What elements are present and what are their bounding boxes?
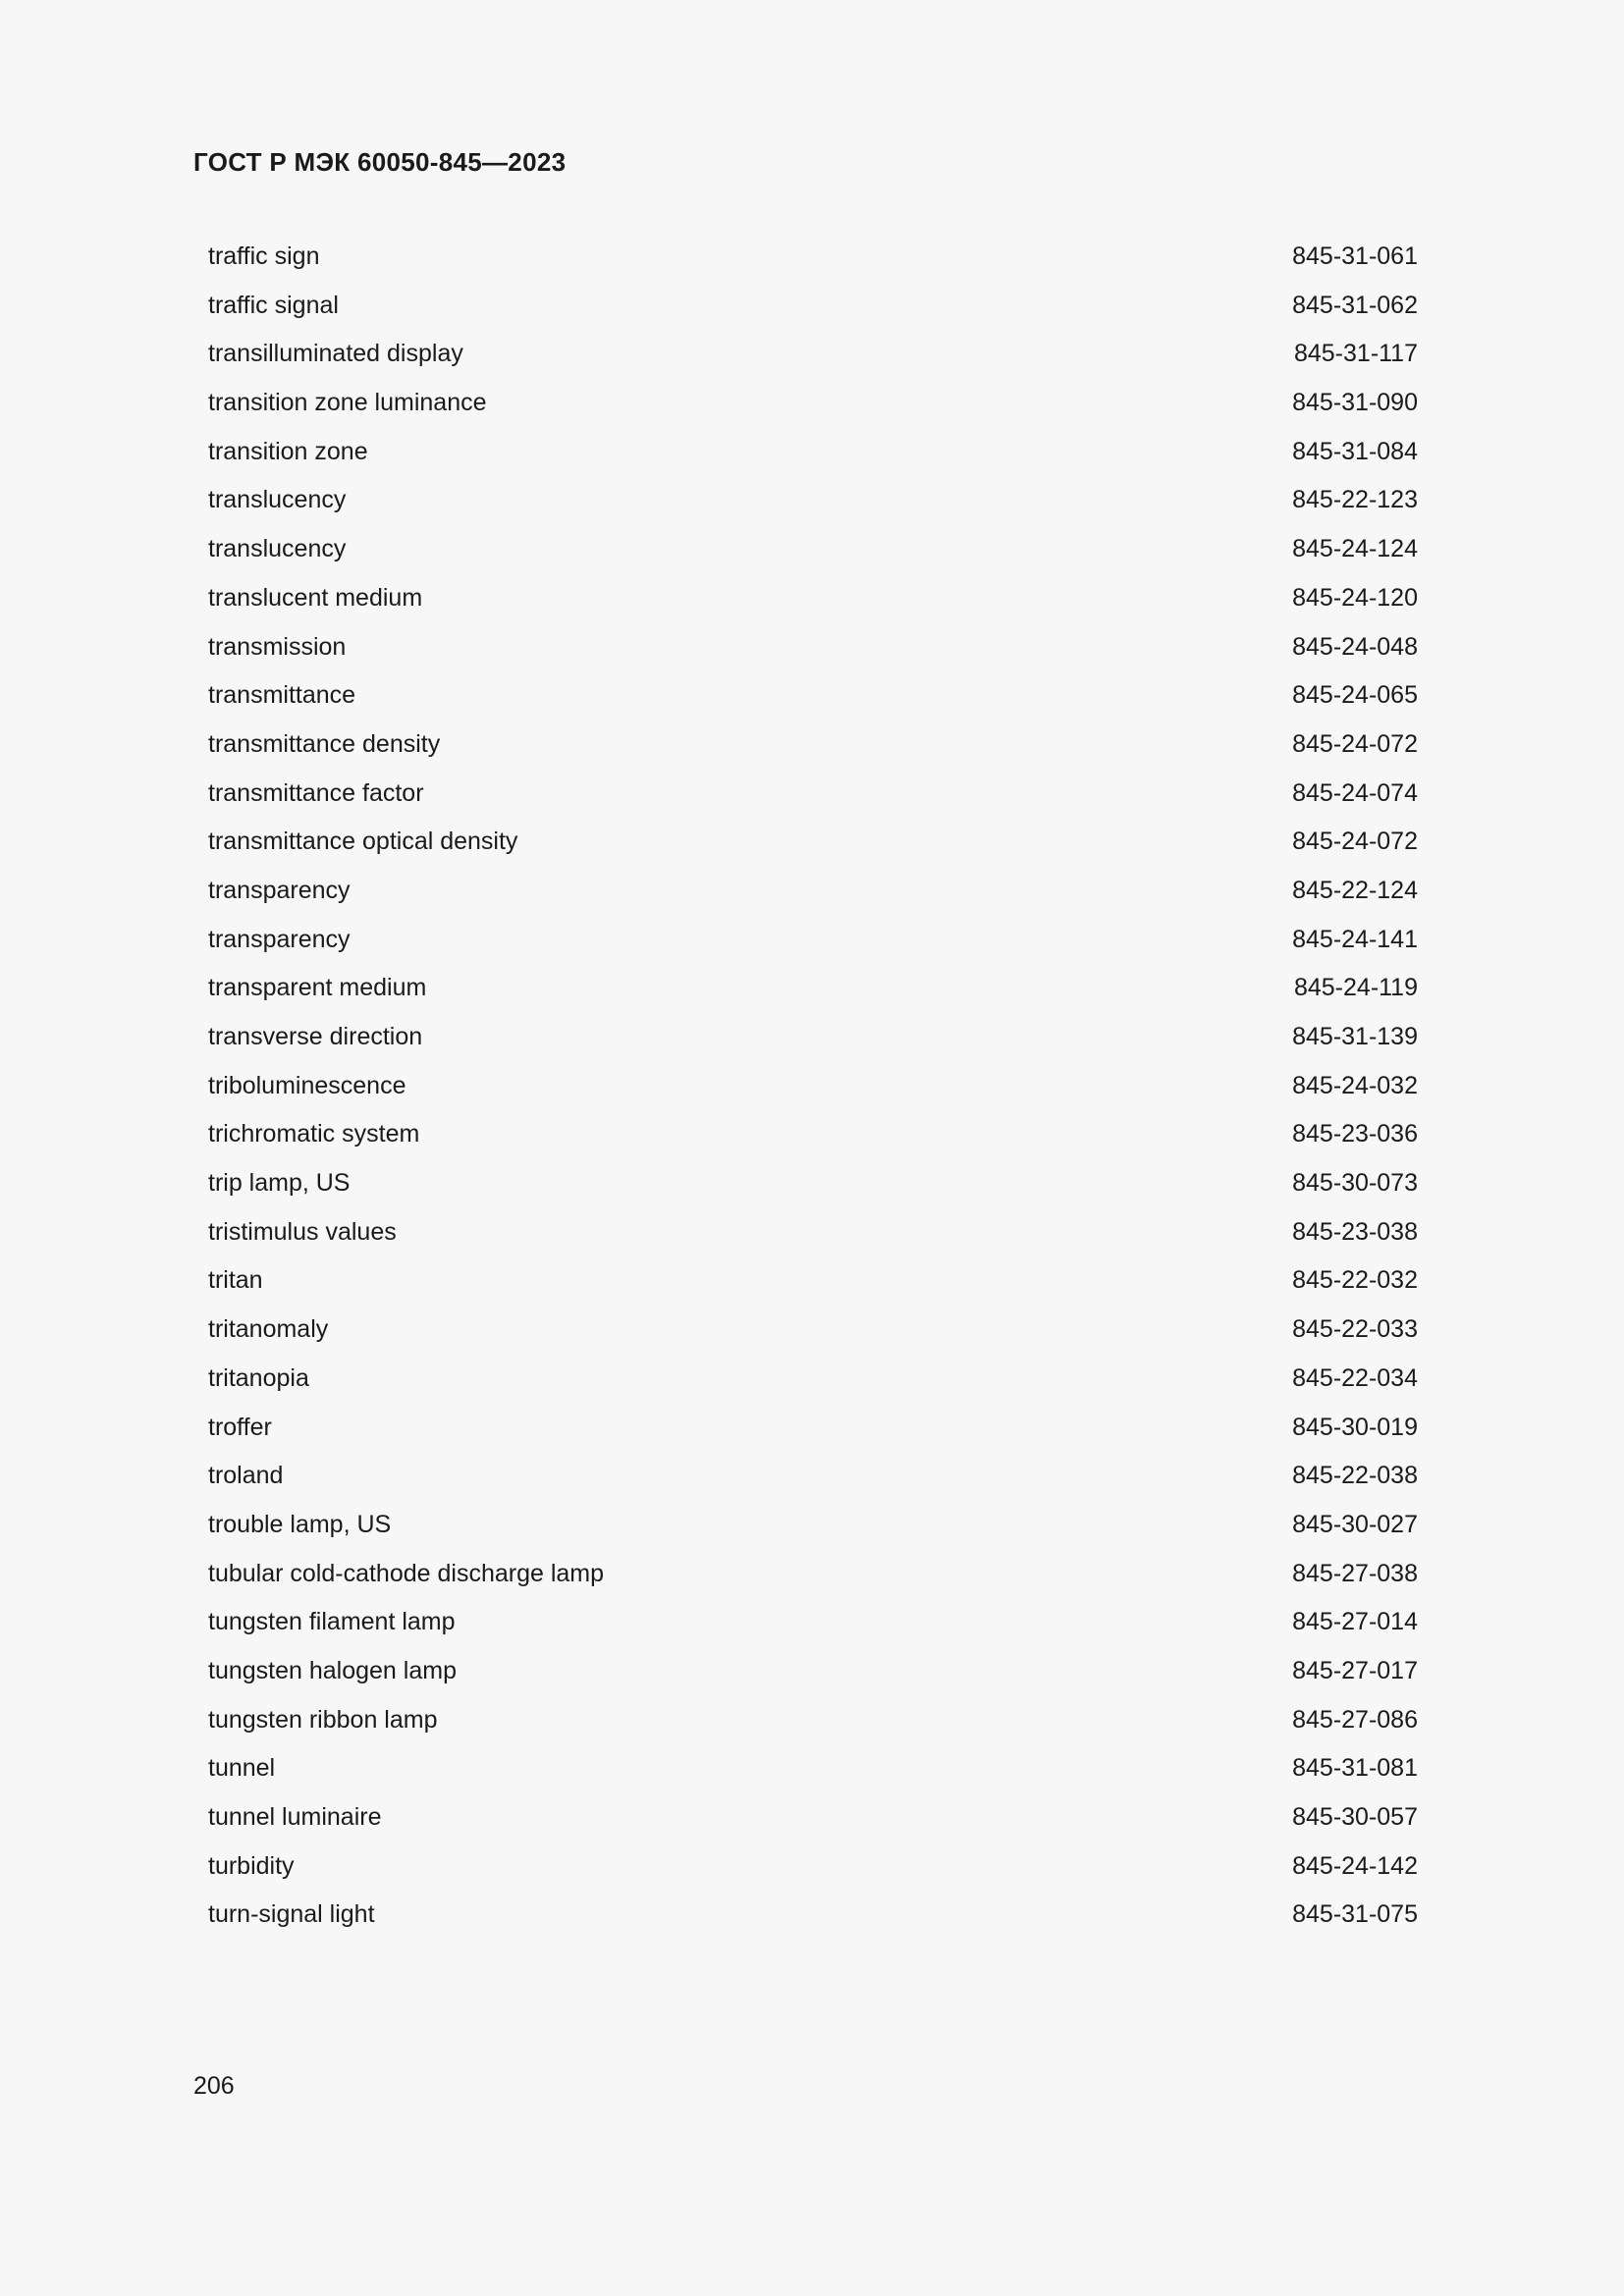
index-term: transition zone luminance: [208, 389, 487, 417]
index-code: 845-30-057: [1292, 1803, 1418, 1831]
index-code: 845-24-048: [1292, 632, 1418, 661]
index-row: [208, 818, 1418, 867]
index-code: 845-27-038: [1292, 1559, 1418, 1587]
index-term: turbidity: [208, 1851, 295, 1880]
index-term: transition zone: [208, 437, 368, 465]
index-code: 845-24-120: [1292, 583, 1418, 612]
index-row: [208, 770, 1418, 819]
index-row: [208, 867, 1418, 916]
index-code: 845-22-123: [1292, 486, 1418, 514]
index-code: 845-24-124: [1292, 535, 1418, 563]
index-term: tritanomaly: [208, 1315, 329, 1344]
index-term: transmittance density: [208, 729, 441, 758]
index-term: tungsten filament lamp: [208, 1608, 456, 1636]
index-code: 845-27-017: [1292, 1656, 1418, 1684]
index-row: [208, 1110, 1418, 1159]
index-code: 845-24-072: [1292, 828, 1418, 856]
index-term: transilluminated display: [208, 340, 463, 368]
index-row: [208, 379, 1418, 428]
index-code: 845-24-074: [1292, 778, 1418, 807]
index-term: tristimulus values: [208, 1217, 397, 1246]
index-term: tungsten halogen lamp: [208, 1656, 457, 1684]
index-term: tunnel luminaire: [208, 1803, 382, 1831]
index-term: transmittance factor: [208, 778, 424, 807]
index-row: [208, 623, 1418, 672]
page-number: 206: [193, 2072, 235, 2100]
document-header-title: ГОСТ Р МЭК 60050-845—2023: [193, 147, 567, 177]
index-code: 845-27-086: [1292, 1705, 1418, 1734]
index-row: [208, 1598, 1418, 1647]
index-code: 845-23-038: [1292, 1217, 1418, 1246]
index-row: [208, 1452, 1418, 1501]
index-row: [208, 1891, 1418, 1940]
index-row: [208, 1696, 1418, 1745]
index-code: 845-31-062: [1292, 291, 1418, 319]
index-term: tritanopia: [208, 1363, 309, 1392]
index-code: 845-31-084: [1292, 437, 1418, 465]
index-term: turn-signal light: [208, 1900, 375, 1929]
index-row: [208, 1256, 1418, 1306]
index-code: 845-31-117: [1293, 340, 1418, 368]
index-code: 845-31-081: [1292, 1754, 1418, 1783]
index-term: troffer: [208, 1413, 272, 1441]
index-term: transmittance optical density: [208, 828, 518, 856]
index-code: 845-22-033: [1292, 1315, 1418, 1344]
index-term: trichromatic system: [208, 1120, 420, 1148]
term-index-table: [208, 233, 1418, 1940]
index-code: 845-22-038: [1292, 1462, 1418, 1490]
index-code: 845-22-124: [1292, 876, 1418, 904]
index-code: 845-22-034: [1292, 1363, 1418, 1392]
index-code: 845-31-075: [1292, 1900, 1418, 1929]
index-row: [208, 233, 1418, 282]
index-term: translucency: [208, 486, 347, 514]
index-code: 845-22-032: [1292, 1266, 1418, 1295]
index-row: [208, 1208, 1418, 1257]
index-term: traffic sign: [208, 242, 320, 270]
index-term: tunnel: [208, 1754, 276, 1783]
index-term: translucent medium: [208, 583, 423, 612]
index-row: [208, 721, 1418, 770]
index-code: 845-24-032: [1292, 1071, 1418, 1099]
index-code: 845-27-014: [1292, 1608, 1418, 1636]
index-row: [208, 964, 1418, 1013]
index-term: triboluminescence: [208, 1071, 406, 1099]
index-code: 845-24-142: [1292, 1851, 1418, 1880]
index-code: 845-31-061: [1292, 242, 1418, 270]
index-row: [208, 282, 1418, 331]
index-row: [208, 1647, 1418, 1696]
index-term: transmittance: [208, 681, 356, 710]
index-code: 845-31-139: [1292, 1023, 1418, 1050]
index-term: transmission: [208, 632, 347, 661]
index-row: [208, 476, 1418, 525]
index-row: [208, 916, 1418, 965]
index-row: [208, 1501, 1418, 1550]
index-term: troland: [208, 1462, 284, 1490]
index-term: transparency: [208, 925, 351, 953]
index-row: [208, 671, 1418, 721]
index-term: translucency: [208, 535, 347, 563]
index-term: transverse direction: [208, 1023, 423, 1050]
index-term: transparent medium: [208, 974, 427, 1002]
index-row: [208, 1744, 1418, 1793]
index-row: [208, 1842, 1418, 1892]
index-row: [208, 1404, 1418, 1453]
index-term: trouble lamp, US: [208, 1510, 392, 1538]
index-term: tubular cold-cathode discharge lamp: [208, 1559, 605, 1587]
index-term: traffic signal: [208, 291, 339, 319]
index-row: [208, 428, 1418, 477]
index-row: [208, 1793, 1418, 1842]
index-row: [208, 1306, 1418, 1355]
index-row: [208, 1550, 1418, 1599]
index-term: trip lamp, US: [208, 1169, 351, 1198]
index-row: [208, 525, 1418, 574]
index-term: tritan: [208, 1266, 263, 1295]
index-code: 845-30-019: [1292, 1413, 1418, 1441]
index-code: 845-24-065: [1292, 681, 1418, 710]
index-code: 845-24-141: [1292, 925, 1418, 953]
index-code: 845-24-072: [1292, 729, 1418, 758]
index-row: [208, 330, 1418, 379]
index-code: 845-31-090: [1292, 389, 1418, 417]
index-code: 845-24-119: [1293, 974, 1418, 1002]
index-row: [208, 1159, 1418, 1208]
index-term: transparency: [208, 876, 351, 904]
index-code: 845-30-073: [1292, 1169, 1418, 1198]
index-code: 845-23-036: [1292, 1120, 1418, 1148]
index-row: [208, 1355, 1418, 1404]
index-code: 845-30-027: [1292, 1510, 1418, 1538]
index-row: [208, 1013, 1418, 1062]
index-row: [208, 574, 1418, 623]
index-row: [208, 1062, 1418, 1111]
index-term: tungsten ribbon lamp: [208, 1705, 438, 1734]
